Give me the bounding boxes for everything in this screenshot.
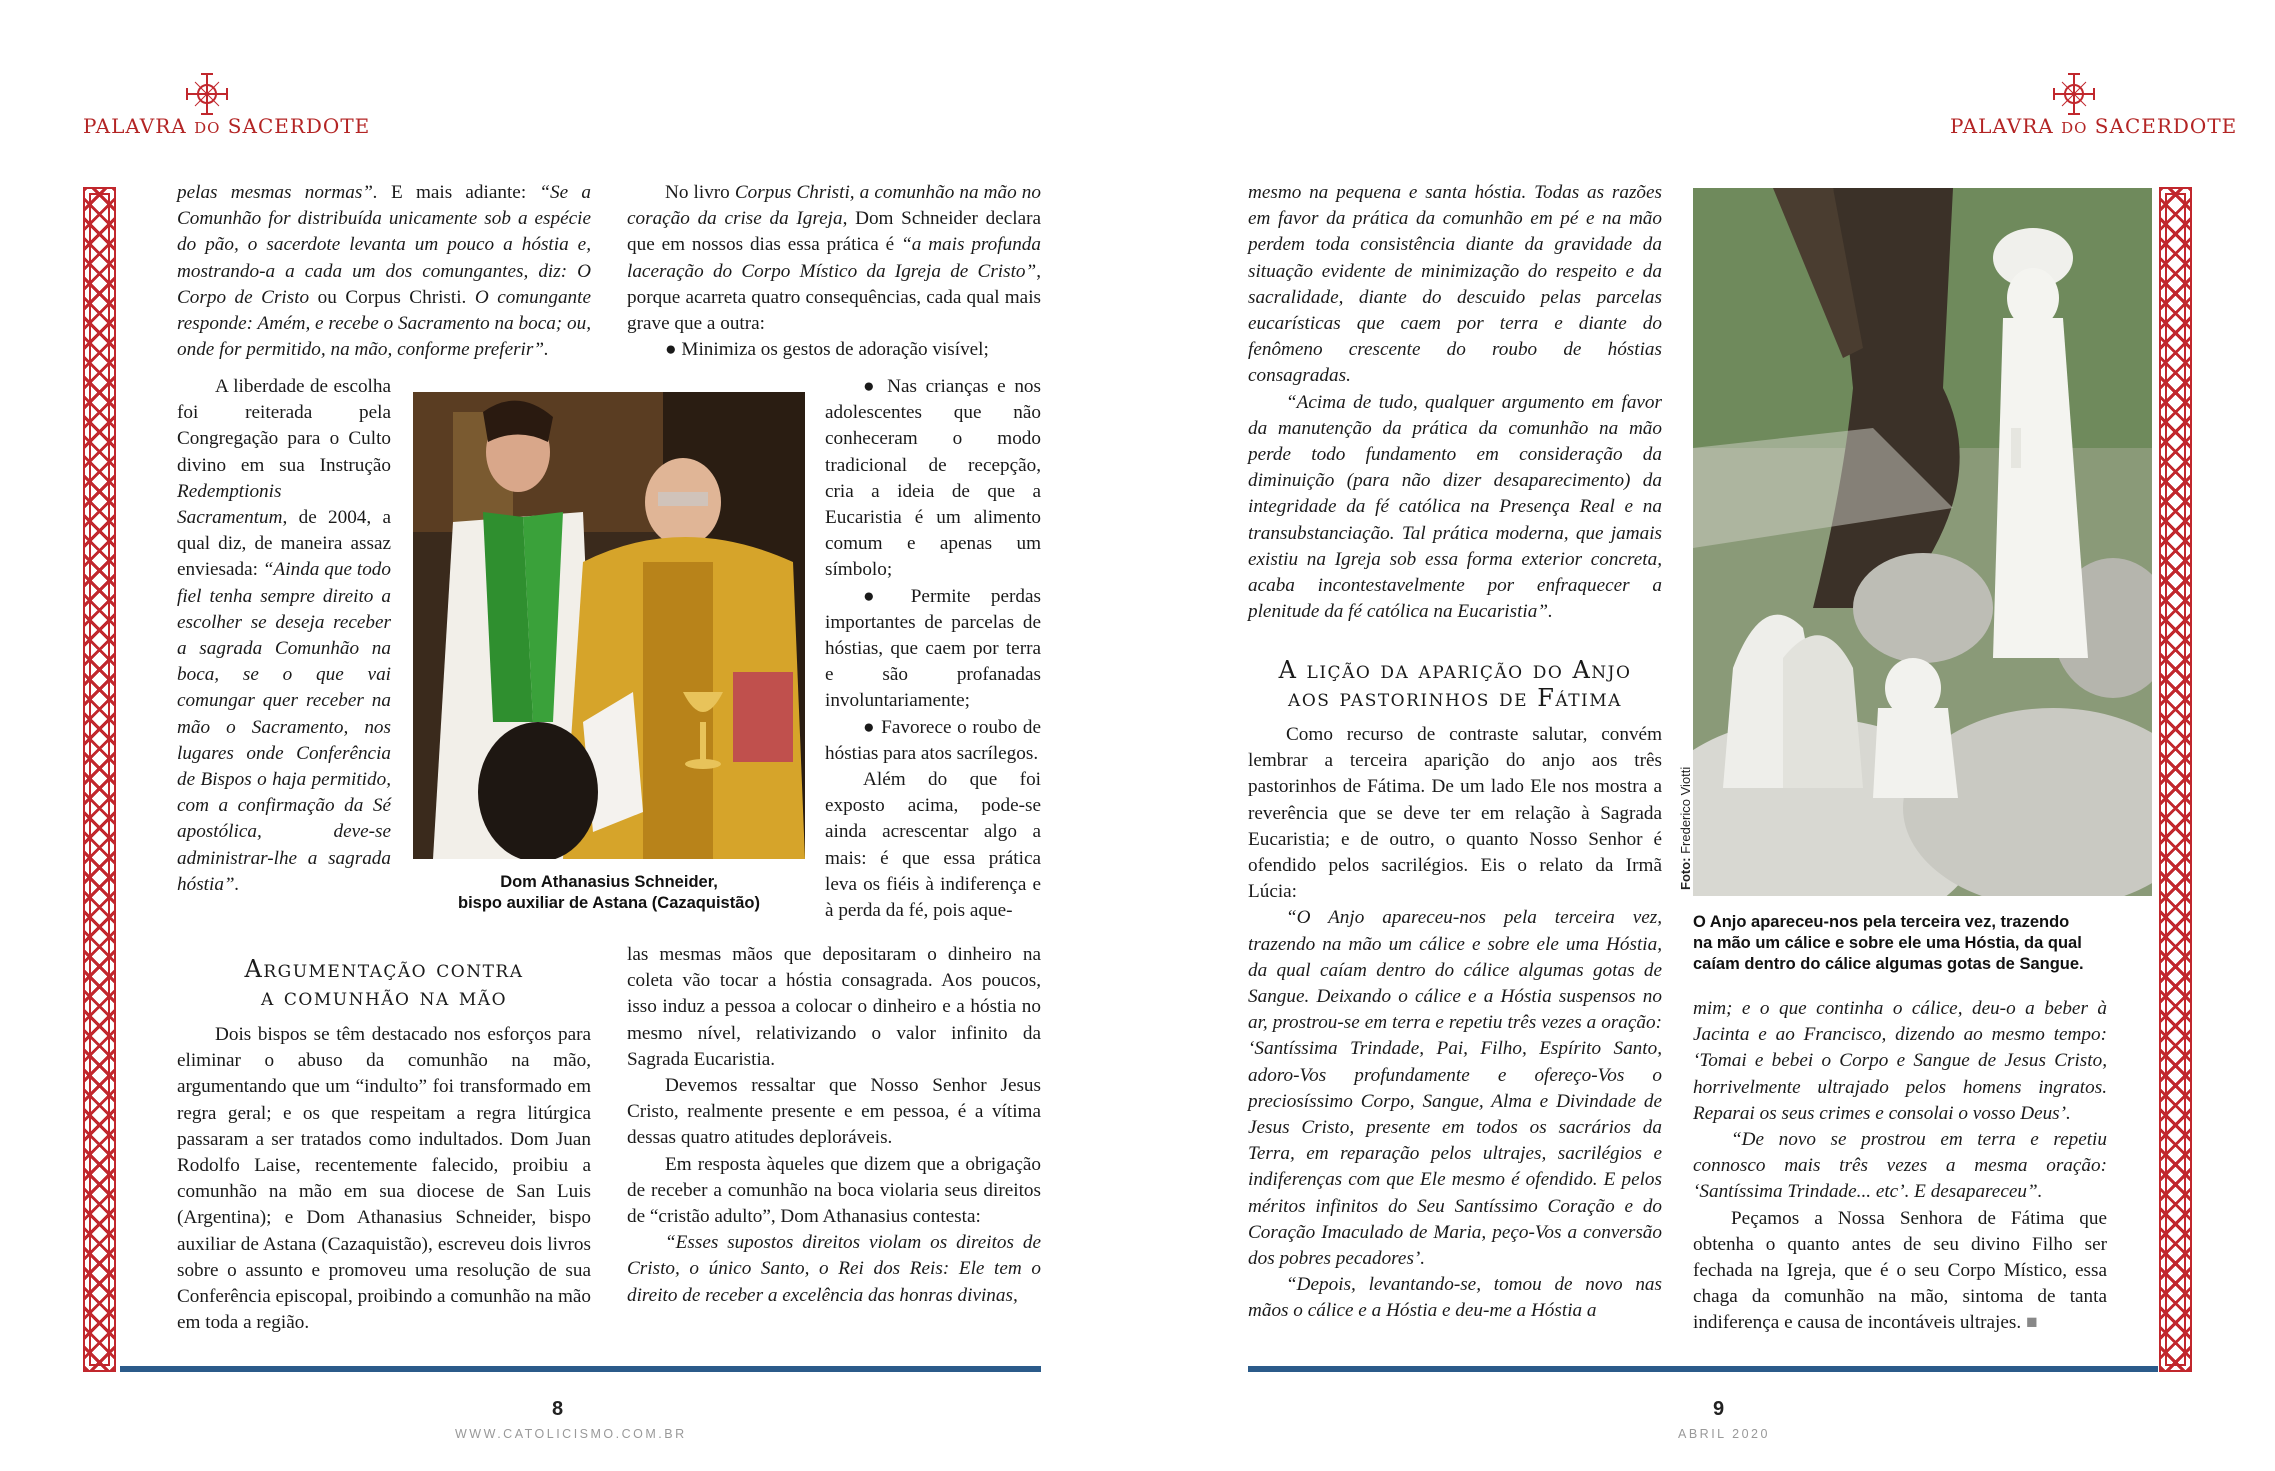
left-column-2-bottom <box>627 942 1041 1309</box>
paragraph: “O Anjo apareceu-nos pela terceira vez, trazendo na mão um cálice e sobre ele uma Hóstia, da qual caíam dentro do cálice algumas gotas de Sangue. Deixando o cálice e a Hóstia suspensos no ar, prostrou-se em terra e repetiu três vezes a oração: ‘Santíssima Trindade, Pai, Filho, Espírito Santo, adoro-Vos profundamente e ofereço-Vos o preciosíssimo Corpo, Sangue, Alma e Divindade de Jesus Cristo, presente em todos os sacrários da Terra, em reparação pelos ultrajes, sacrilégios e indiferenças com que Ele mesmo é ofendido. E pelos méritos infinitos do Seu Santíssimo Coração e do Coração Imaculado de Maria, peço-Vos a conversão dos pobres pecadores’. <box>1248 907 1662 1270</box>
left-column-1-middle <box>177 374 391 898</box>
page-number-right: 9 <box>1713 1398 1725 1420</box>
masthead-title-right: PALAVRA DO SACERDOTE <box>1950 114 2238 138</box>
list-item: ● Favorece o roubo de hóstias para atos sacrílegos. <box>825 716 1041 764</box>
masthead-right <box>1950 70 2238 140</box>
photo-fatima-angel <box>1693 188 2152 896</box>
masthead-title-left: PALAVRA DO SACERDOTE <box>83 114 371 138</box>
footer-url: WWW.CATOLICISMO.COM.BR <box>455 1427 687 1441</box>
bottom-rule-right <box>1248 1366 2158 1372</box>
masthead-left <box>83 70 371 140</box>
paragraph: Como recurso de contraste salutar, convém lembrar a terceira aparição do anjo aos três pastorinhos de Fátima. De um lado Ele nos mostra a reverência que se deve ter em relação à Sagrada Eucaristia; e de outro, o quanto Nosso Senhor é ofendido pelos sacrilégios. Eis o relato da Irmã Lúcia: <box>1248 724 1662 903</box>
right-column-1-top <box>1248 180 1662 625</box>
bottom-rule-left <box>120 1366 1041 1372</box>
paragraph: Dois bispos se têm destacado nos esforços para eliminar o abuso da comunhão na mão, argumentando que um “indulto” foi transformado em regra geral; e os que respeitam a regra litúrgica passaram a ser tratados como indultados. Dom Juan Rodolfo Laise, recentemente falecido, proibiu a comunhão na mão em sua diocese de San Luis (Argentina); e Dom Athanasius Schneider, bispo auxiliar de Astana (Cazaquistão), escreveu dois livros sobre o assunto e promoveu uma resolução de sua Conferência episcopal, proibindo a comunhão na mão em toda a região. <box>177 1024 591 1334</box>
right-page <box>1138 0 2275 1471</box>
paragraph: Além do que foi exposto acima, pode-se ainda acrescentar algo a mais: é que essa prática leva os fiéis à indiferença e à perda da fé, pois aque- <box>825 769 1041 922</box>
paragraph: No livro Corpus Christi, a comunhão na mão no coração da crise da Igreja, Dom Schneider declara que em nossos dias essa prática é “a mais profunda laceração do Corpo Místico da Igreja de Cristo”, porque acarreta quatro consequências, cada qual mais grave que a outra: <box>627 182 1041 335</box>
footer-date: ABRIL 2020 <box>1678 1427 1770 1441</box>
left-page <box>0 0 1137 1471</box>
paragraph: las mesmas mãos que depositaram o dinheiro na coleta vão tocar a hóstia consagrada. Aos poucos, isso induz a pessoa a colocar o dinheiro e a hóstia no mesmo nível, relativizando o valor infinito da Sagrada Eucaristia. <box>627 944 1041 1070</box>
paragraph: mim; e o que continha o cálice, deu-o a beber à Jacinta e ao Francisco, dizendo ao mesmo tempo: ‘Tomai e bebei o Corpo e Sangue de Jesus Cristo, horrivelmente ultrajado pelos homens ingratos. Reparai os seus crimes e consolai o vosso Deus’. <box>1693 998 2107 1124</box>
section-heading-licao: A lição da aparição do Anjo aos pastorinhos de Fátima <box>1278 656 1632 712</box>
ornamental-border-left <box>83 187 116 1372</box>
paragraph: “Depois, levantando-se, tomou de novo nas mãos o cálice e a Hóstia e deu-me a Hóstia a <box>1248 1274 1662 1322</box>
right-column-1-bottom <box>1248 722 1662 1325</box>
ornamental-border-right <box>2159 187 2192 1372</box>
photo-schneider <box>413 392 805 859</box>
paragraph: mesmo na pequena e santa hóstia. Todas as razões em favor da prática da comunhão em pé e na mão perdem toda consistência diante da gravidade da situação evidente de minimização do respeito e da sacralidade, diante do descuido pelas parcelas eucarísticas que caem por terra e diante do fenômeno crescente do roubo de hóstias consagradas. <box>1248 182 1662 387</box>
cross-emblem-icon <box>183 70 231 118</box>
paragraph: “De novo se prostrou em terra e repetiu connosco mais três vezes a mesma oração: ‘Santíssima Trindade... etc’. E desapareceu”. <box>1693 1129 2107 1203</box>
page-number-left: 8 <box>552 1398 564 1420</box>
paragraph: A liberdade de escolha foi reiterada pela Congregação para o Culto divino em sua Instrução Redemptionis Sacramentum, de 2004, a qual diz, de maneira assaz enviesada: “Ainda que todo fiel tenha sempre direito a escolher se deseja receber a sagrada Comunhão na boca, se o que vai comungar quer receber na mão o Sacramento, nos lugares onde Conferência de Bispos o haja permitido, com a confirmação da Sé apostólica, deve-se administrar-lhe a sagrada hóstia”. <box>177 376 391 895</box>
section-heading-argumentacao: Argumentação contra a comunhão na mão <box>244 955 524 1011</box>
paragraph: Devemos ressaltar que Nosso Senhor Jesus Cristo, realmente presente e em pessoa, é a vítima dessas quatro atitudes deploráveis. <box>627 1075 1041 1149</box>
paragraph: “Acima de tudo, qualquer argumento em favor da manutenção da prática da comunhão na mão perde todo fundamento em consideração da diminuição (para não dizer desaparecimento) da integridade da fé católica na Presença Real e na transubstanciação. Tal prática moderna, que jamais existiu na Igreja sob essa forma exterior concreta, acaba incontestavelmente por enfraquecer a plenitude da fé católica na Eucaristia”. <box>1248 391 1662 623</box>
left-column-1-top <box>177 180 591 363</box>
photo-caption-right: O Anjo apareceu-nos pela terceira vez, trazendo na mão um cálice e sobre ele uma Hóstia, da qual caíam dentro do cálice algumas gotas de Sangue. <box>1693 913 2084 973</box>
photo-credit: Foto: Frederico Viotti <box>1678 766 1693 890</box>
left-column-2-top <box>627 180 1041 363</box>
right-column-2-bottom <box>1693 996 2107 1337</box>
left-column-1-bottom <box>177 1022 591 1336</box>
photo-caption-left: Dom Athanasius Schneider, bispo auxiliar de Astana (Cazaquistão) <box>458 873 760 912</box>
paragraph: “Esses supostos direitos violam os direitos de Cristo, o único Santo, o Rei dos Reis: Ele tem o direito de receber a excelência das honras divinas, <box>627 1232 1041 1306</box>
paragraph: pelas mesmas normas”. E mais adiante: “Se a Comunhão for distribuída unicamente sob a espécie do pão, o sacerdote levanta um pouco a hóstia e, mostrando-a a cada um dos comungantes, diz: O Corpo de Cristo ou Corpus Christi. O comungante responde: Amém, e recebe o Sacramento na boca; ou, onde for permitido, na mão, conforme preferir”. <box>177 182 592 361</box>
cross-emblem-icon <box>2050 70 2098 118</box>
paragraph: Peçamos a Nossa Senhora de Fátima que obtenha o quanto antes de seu divino Filho ser fechada na Igreja, que é o seu Corpo Místico, essa chaga da comunhão na mão, sintoma de tanta indiferença e causa de incontáveis ultrajes. ■ <box>1693 1207 2107 1334</box>
list-item: ● Permite perdas importantes de parcelas de hóstias, que caem por terra e são profanadas involuntariamente; <box>825 585 1041 712</box>
list-item: ● Nas crianças e nos adolescentes que não conheceram o modo tradicional de recepção, cria a ideia de que a Eucaristia é um alimento comum e apenas um símbolo; <box>825 376 1041 581</box>
list-item: ● Minimiza os gestos de adoração visível; <box>665 339 989 361</box>
end-mark: ■ <box>2021 1312 2038 1334</box>
paragraph: Em resposta àqueles que dizem que a obrigação de receber a comunhão na boca violaria seus direitos de “cristão adulto”, Dom Athanasius contesta: <box>627 1153 1041 1228</box>
left-column-2-side <box>825 374 1041 924</box>
